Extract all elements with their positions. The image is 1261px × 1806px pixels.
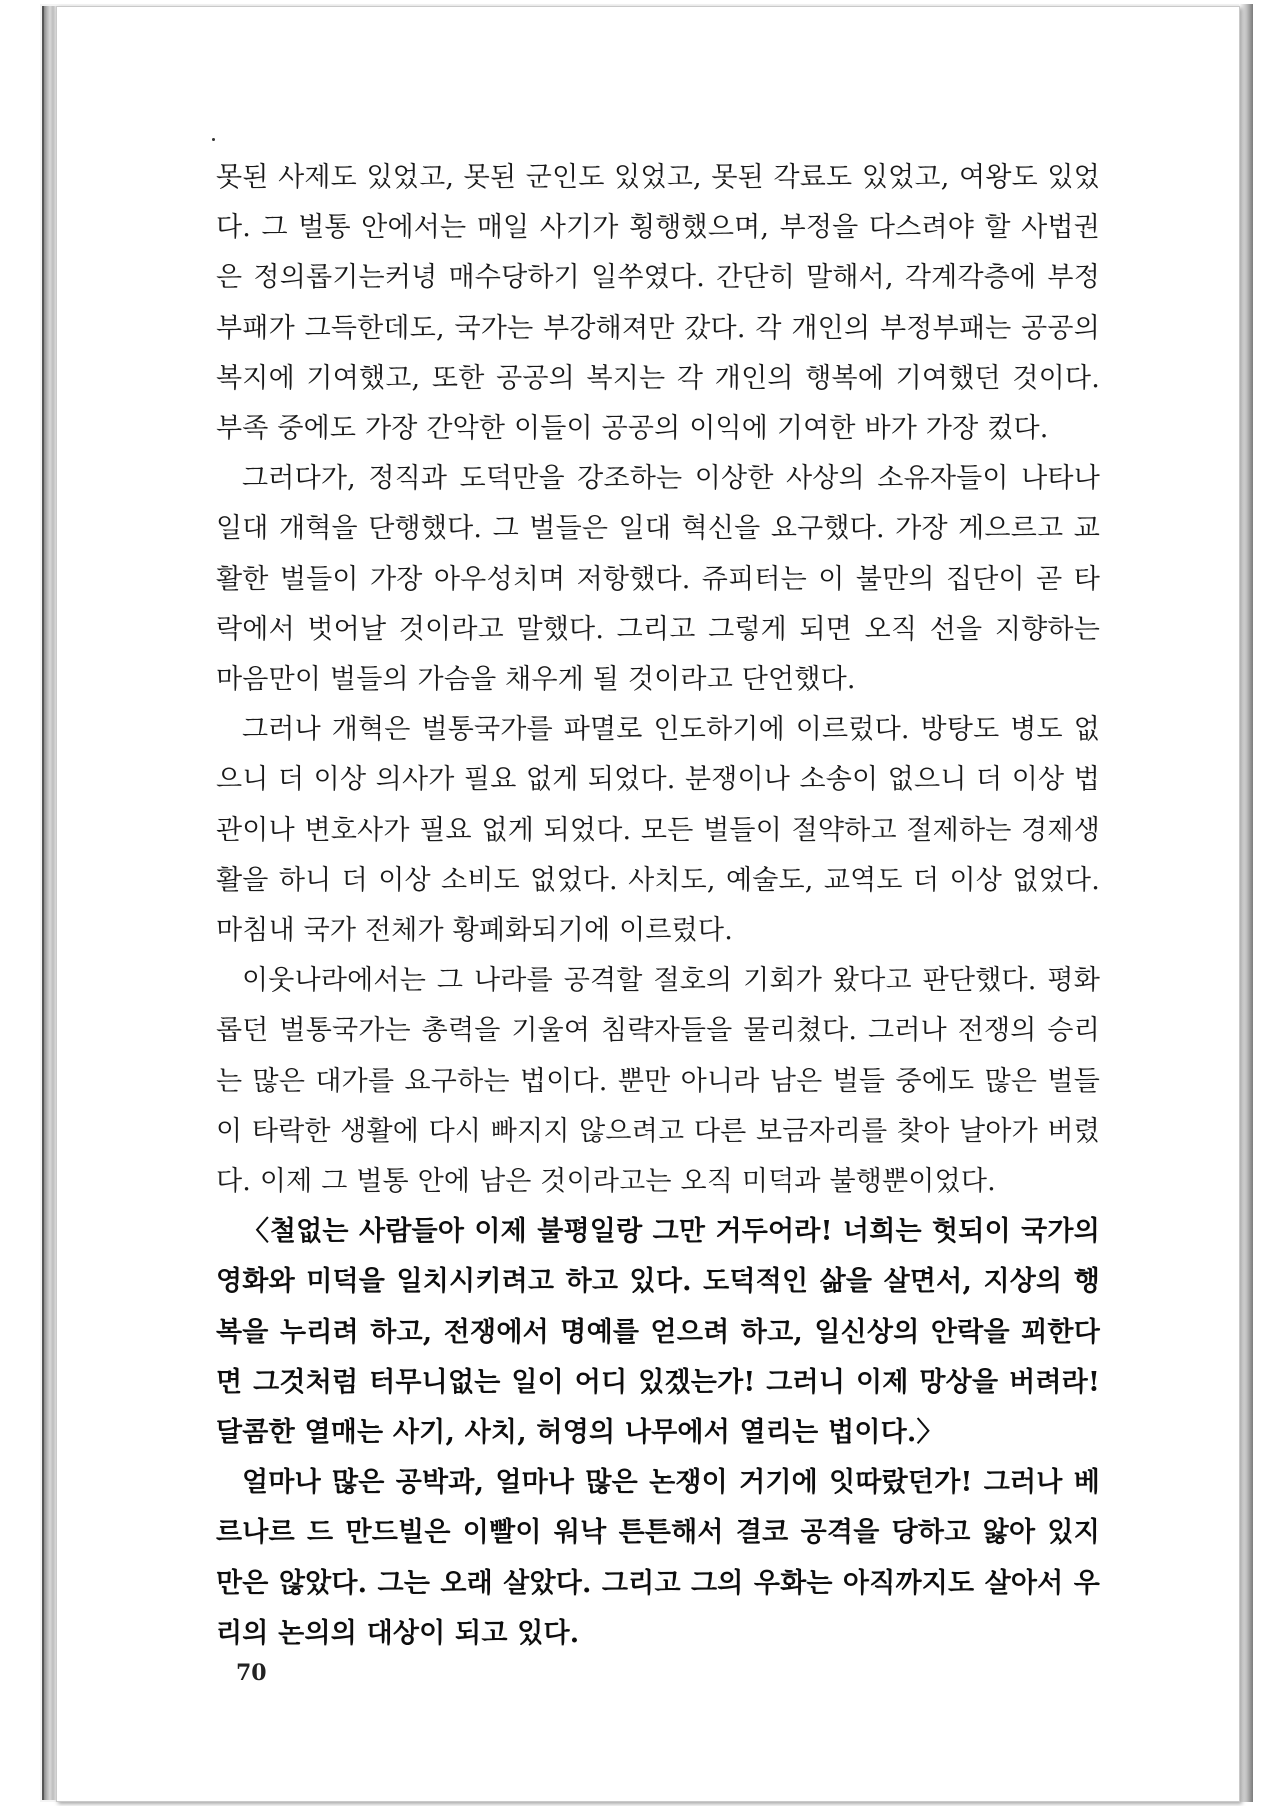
print-speck (212, 138, 215, 141)
page-number: 70 (236, 1660, 267, 1686)
page-body (216, 153, 1100, 1659)
page-stack-right-edge (1239, 4, 1253, 1802)
paragraph-3: 그러나 개혁은 벌통국가를 파멸로 인도하기에 이르렀다. 방탕도 병도 없으니 더 이상 의사가 필요 없게 되었다. 분쟁이나 소송이 없으니 더 이상 법관이나 변호사가 필요 없게 되었다. 모든 벌들이 절약하고 절제하는 경제생활을 하니 더 이상 소비도 없었다. 사치도, 예술도, 교역도 더 이상 없었다. 마침내 국가 전체가 황폐화되기에 이르렀다. (216, 714, 1100, 947)
paragraph-2: 그러다가, 정직과 도덕만을 강조하는 이상한 사상의 소유자들이 나타나 일대 개혁을 단행했다. 그 벌들은 일대 혁신을 요구했다. 가장 게으르고 교활한 벌들이 가장 아우성치며 저항했다. 쥬피터는 이 불만의 집단이 곧 타락에서 벗어날 것이라고 말했다. 그리고 그렇게 되면 오직 선을 지향하는 마음만이 벌들의 가슴을 채우게 될 것이라고 단언했다. (216, 463, 1100, 696)
paragraph-1: 못된 사제도 있었고, 못된 군인도 있었고, 못된 각료도 있었고, 여왕도 있었다. 그 벌통 안에서는 매일 사기가 횡행했으며, 부정을 다스려야 할 사법권은 정의롭기는커녕 매수당하기 일쑤였다. 간단히 말해서, 각계각층에 부정부패가 그득한데도, 국가는 부강해져만 갔다. 각 개인의 부정부패는 공공의 복지에 기여했고, 또한 공공의 복지는 각 개인의 행복에 기여했던 것이다. 부족 중에도 가장 간악한 이들이 공공의 이익에 기여한 바가 가장 컸다. (216, 162, 1100, 445)
quote-paragraph: 〈철없는 사람들아 이제 불평일랑 그만 거두어라! 너희는 헛되이 국가의 영화와 미덕을 일치시키려고 하고 있다. 도덕적인 삶을 살면서, 지상의 행복을 누리려 하고, 전쟁에서 명예를 얻으려 하고, 일신상의 안락을 꾀한다면 그것처럼 터무니없는 일이 어디 있겠는가! 그러니 이제 망상을 버려라! 달콤한 열매는 사기, 사치, 허영의 나무에서 열리는 법이다.〉 (216, 1216, 1100, 1449)
paragraph-6: 얼마나 많은 공박과, 얼마나 많은 논쟁이 거기에 잇따랐던가! 그러나 베르나르 드 만드빌은 이빨이 워낙 튼튼해서 결코 공격을 당하고 앓아 있지만은 않았다. 그는 오래 살았다. 그리고 그의 우화는 아직까지도 살아서 우리의 논의의 대상이 되고 있다. (216, 1467, 1100, 1649)
paragraph-4: 이웃나라에서는 그 나라를 공격할 절호의 기회가 왔다고 판단했다. 평화롭던 벌통국가는 총력을 기울여 침략자들을 물리쳤다. 그러나 전쟁의 승리는 많은 대가를 요구하는 법이다. 뿐만 아니라 남은 벌들 중에도 많은 벌들이 타락한 생활에 다시 빠지지 않으려고 다른 보금자리를 찾아 날아가 버렸다. 이제 그 벌통 안에 남은 것이라고는 오직 미덕과 불행뿐이었다. (216, 965, 1100, 1198)
